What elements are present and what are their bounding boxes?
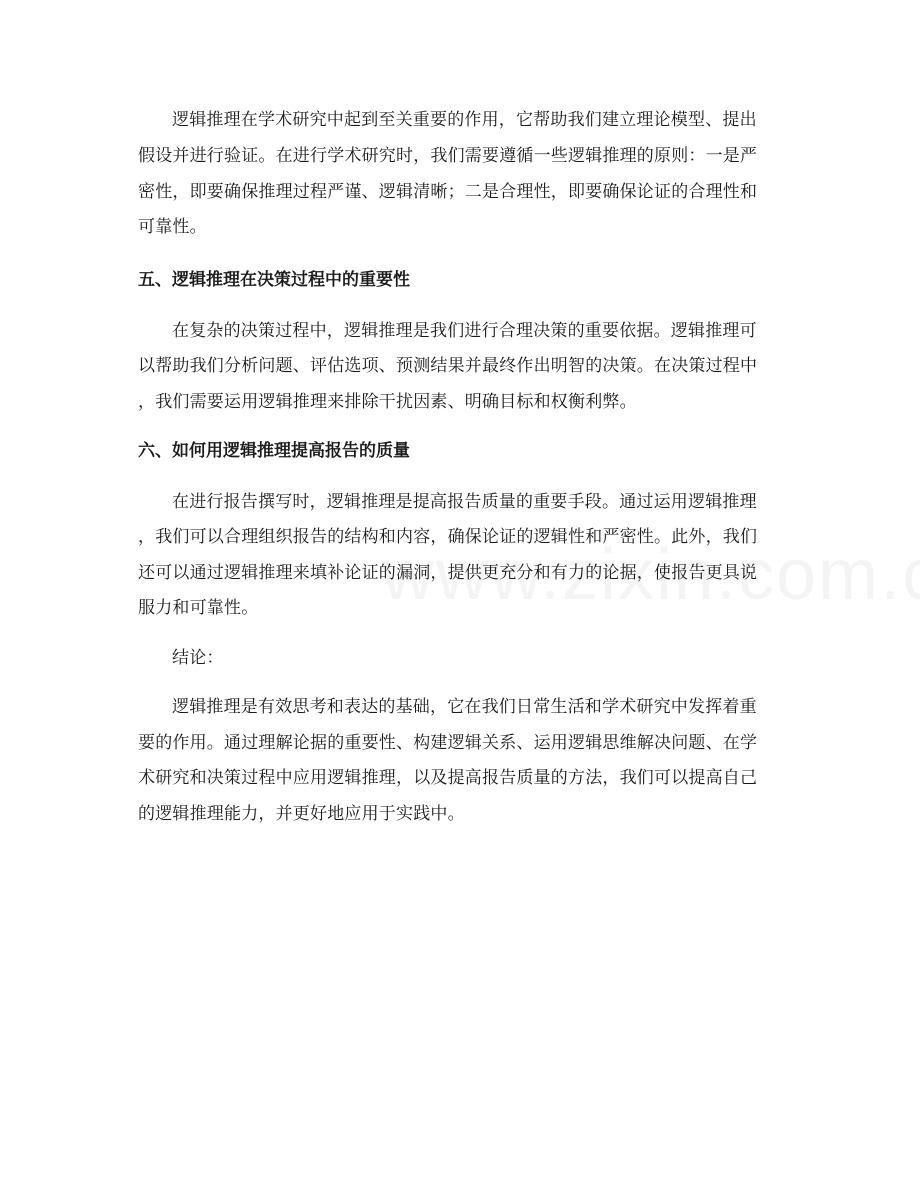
paragraph-line: ，我们可以合理组织报告的结构和内容，确保论证的逻辑性和严密性。此外，我们 (138, 527, 758, 547)
paragraph-line: 可靠性。 (138, 217, 207, 237)
paragraph-line: 逻辑推理是有效思考和表达的基础，它在我们日常生活和学术研究中发挥着重 (172, 697, 757, 717)
paragraph-line: 逻辑推理在学术研究中起到至关重要的作用，它帮助我们建立理论模型、提出 (172, 110, 757, 130)
section-heading-report-quality: 六、如何用逻辑推理提高报告的质量 (138, 441, 410, 461)
paragraph-line: 以帮助我们分析问题、评估选项、预测结果并最终作出明智的决策。在决策过程中 (138, 356, 758, 376)
paragraph-line: 的逻辑推理能力，并更好地应用于实践中。 (138, 804, 465, 824)
paragraph-line: 服力和可靠性。 (138, 598, 259, 618)
watermark (382, 535, 920, 615)
paragraph-line: 术研究和决策过程中应用逻辑推理，以及提高报告质量的方法，我们可以提高自己 (138, 768, 758, 788)
conclusion-label: 结论： (172, 648, 224, 668)
paragraph-line: 在进行报告撰写时，逻辑推理是提高报告质量的重要手段。通过运用逻辑推理 (172, 492, 757, 512)
paragraph-line: 要的作用。通过理解论据的重要性、构建逻辑关系、运用逻辑思维解决问题、在学 (138, 733, 758, 753)
section-heading-decision: 五、逻辑推理在决策过程中的重要性 (138, 270, 410, 290)
paragraph-line: 还可以通过逻辑推理来填补论证的漏洞，提供更充分和有力的论据，使报告更具说 (138, 563, 758, 583)
paragraph-line: 假设并进行验证。在进行学术研究时，我们需要遵循一些逻辑推理的原则：一是严 (138, 146, 758, 166)
paragraph-line: ，我们需要运用逻辑推理来排除干扰因素、明确目标和权衡利弊。 (138, 392, 637, 412)
paragraph-line: 在复杂的决策过程中，逻辑推理是我们进行合理决策的重要依据。逻辑推理可 (172, 321, 757, 341)
paragraph-line: 密性，即要确保推理过程严谨、逻辑清晰；二是合理性，即要确保论证的合理性和 (138, 182, 758, 202)
